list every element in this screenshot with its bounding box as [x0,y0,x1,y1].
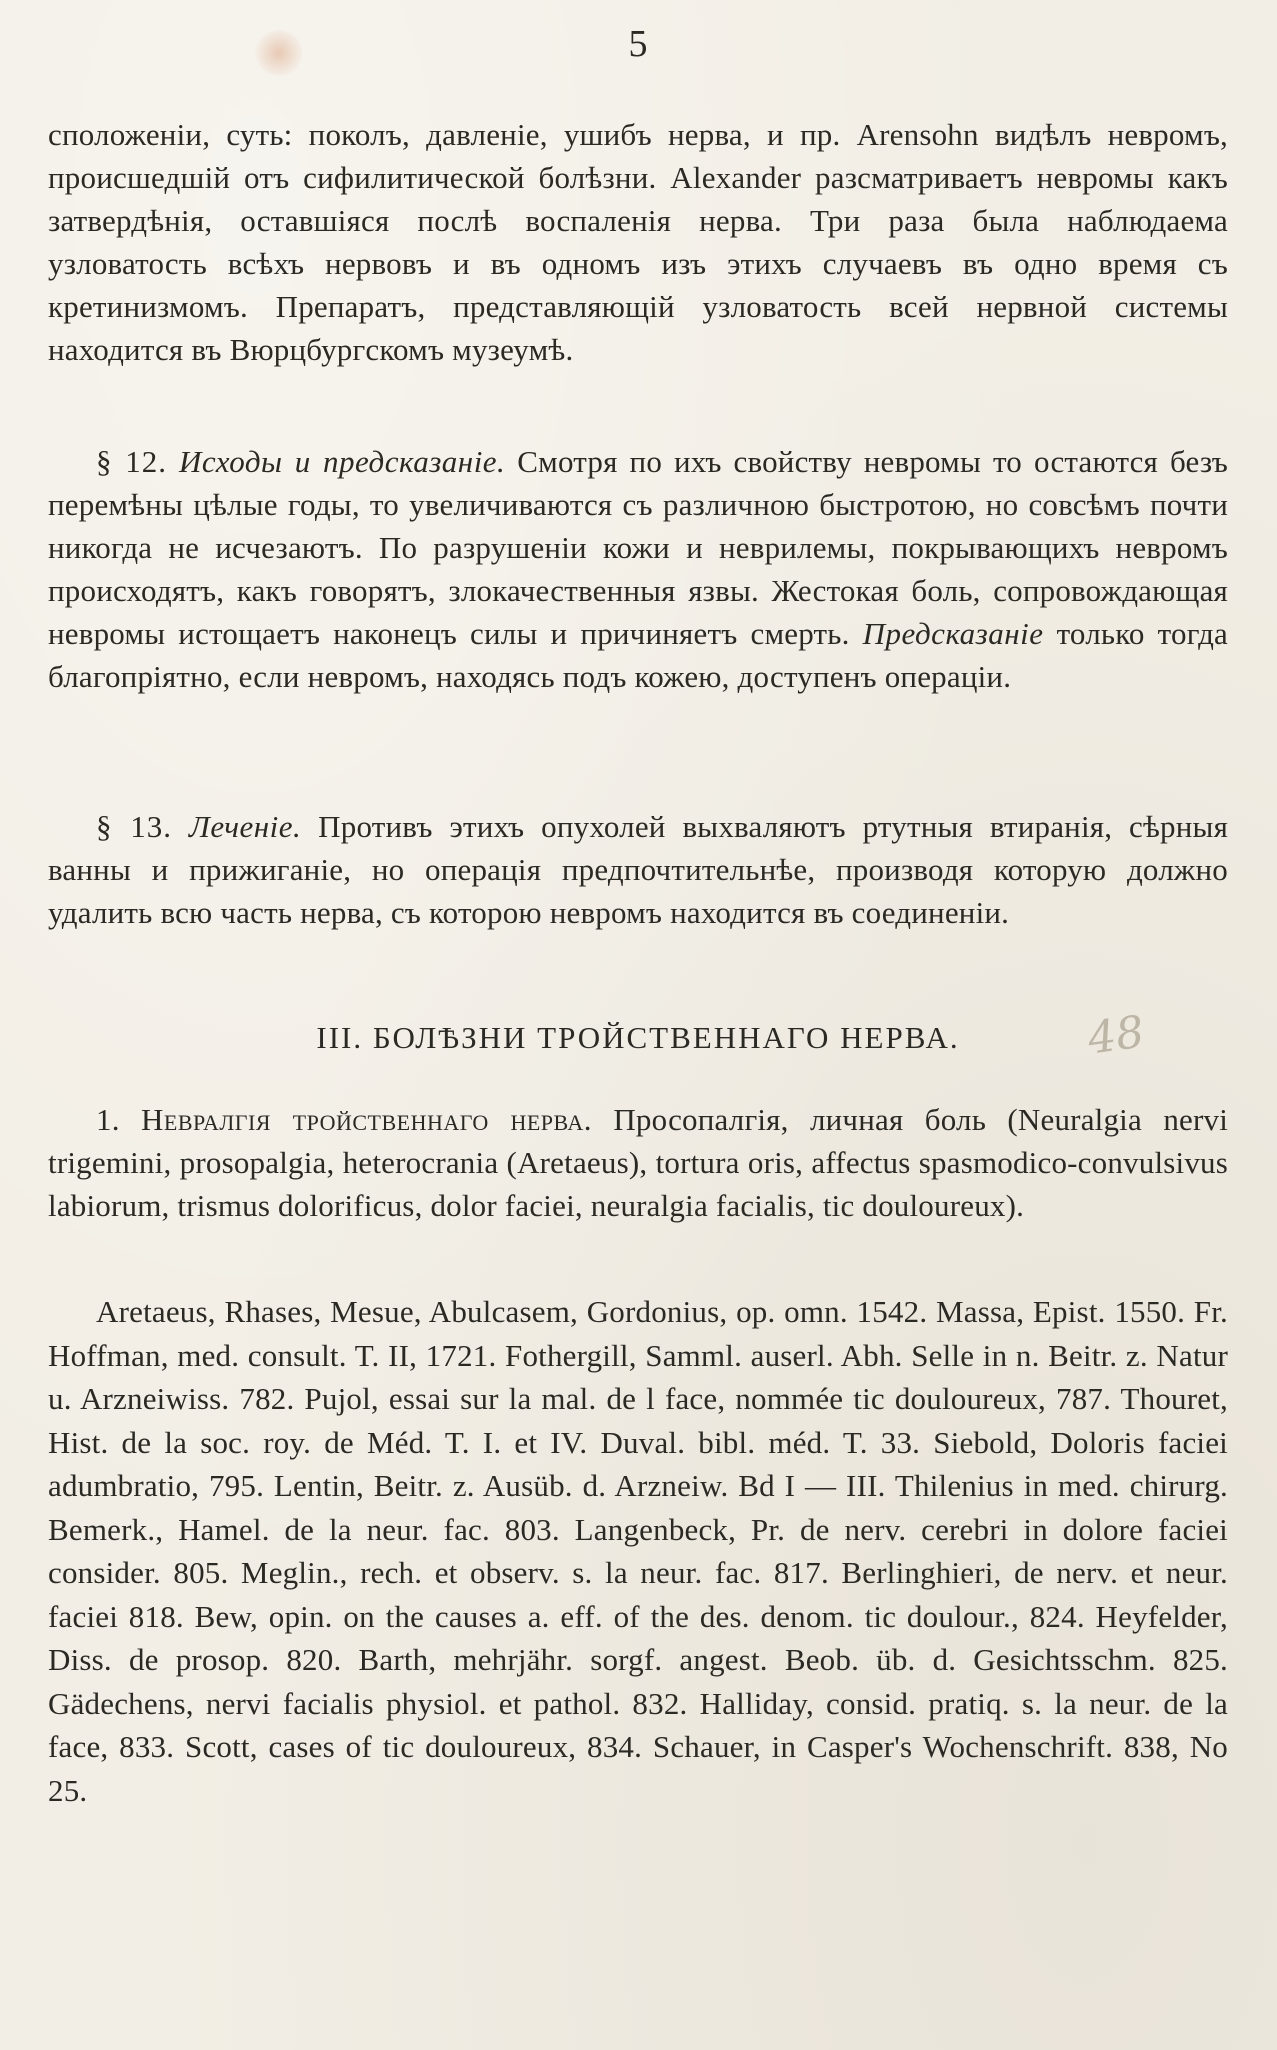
section-12-text-a: Смотря по ихъ свойству невромы то остаются безъ перемѣны цѣлые годы, то увеличиваются съ различною быстротою, но совсѣмъ почти никогда не исчезаютъ. По разрушенiи кожи и неврилемы, покрывающихъ невромъ происходятъ, какъ говорятъ, злокачественныя язвы. Жестокая боль, сопровождающая невромы истощаетъ наконецъ силы и причиняетъ смерть. [48,444,1229,651]
chapter-heading: III. БОЛѢЗНИ ТРОЙСТВЕННАГО НЕРВА. [316,1020,960,1055]
paragraph-section-13 [48,805,1228,934]
page-number: 5 [628,23,649,65]
section-13-text: Противъ этихъ опухолей выхваляютъ ртутныя втиранiя, сѣрныя ванны и прижиганiе, но операцiя предпочтительнѣе, производя которую должно удалить всю часть нерва, съ которою невромъ находится въ соединенiи. [48,809,1229,930]
paragraph-neuroma-causes: сположенiи, суть: поколъ, давленiе, ушибъ нерва, и пр. Arensohn видѣлъ невромъ, происшедшiй отъ сифилитической болѣзни. Alexander разсматриваетъ невромы какъ затвердѣнiя, оставшiяся послѣ воспаленiя нерва. Три раза была наблюдаема узловатость всѣхъ нервовъ и въ одномъ изъ этихъ случаевъ въ одно время съ кретинизмомъ. Препаратъ, представляющiй узловатость всей нервной системы находится въ Вюрцбургскомъ музеумѣ. [48,117,1228,367]
section-number-12: § 12. [96,444,168,479]
paragraph-bibliography: Aretaeus, Rhases, Mesue, Abulcasem, Gordonius, op. omn. 1542. Massa, Epist. 1550. Fr. Hoffman, med. consult. T. II, 1721. Fothergill, Samml. auserl. Abh. Selle in n. Beitr. z. Natur u. Arzneiwiss. 782. Pujol, essai sur la mal. de l face, nommée tic douloureux, 787. Thouret, Hist. de la soc. roy. de Méd. T. I. et IV. Duval. bibl. méd. T. 33. Siebold, Doloris faciei adumbratio, 795. Lentin, Beitr. z. Ausüb. d. Arzneiw. Bd I — III. Thilenius in med. chirurg. Bemerk., Hamel. de la neur. fac. 803. Langenbeck, Pr. de nerv. cerebri in dolore faciei consider. 805. Meglin., rech. et observ. s. la neur. fac. 817. Berlinghieri, de nerv. et neur. faciei 818. Bew, opin. on the causes a. eff. of the des. denom. tic doulour., 824. Heyfelder, Diss. de prosop. 820. Barth, mehrjähr. sorgf. angest. Beob. üb. d. Gesichtsschm. 825. Gädechens, nervi facialis physiol. et pathol. 832. Halliday, consid. pratiq. s. la neur. de la face, 833. Scott, cases of tic douloureux, 834. Schauer, in Casper's Wochenschrift. 838, No 25. [48,1294,1228,1808]
item-number: 1. [96,1102,120,1137]
section-number-13: § 13. [96,809,172,844]
section-title-treatment: Леченiе. [188,809,302,844]
paragraph-trigeminal-neuralgia [48,1098,1228,1227]
section-title-outcomes: Исходы и предсказанiе. [179,444,506,479]
item-title: Невралгiя тройственнаго нерва. [141,1102,592,1137]
prognosis-italic: Предсказанiе [862,616,1044,651]
section-12-text-b: только тогда благопрiятно, если невромъ, находясь подъ кожею, доступенъ операцiи. [48,616,1228,694]
handwritten-margin-mark: 48 [1084,1006,1148,1065]
paragraph-section-12 [48,440,1228,698]
item-text: Просопалгiя, личная боль (Neuralgia nervi trigemini, prosopalgia, heterocrania (Aretaeus), tortura oris, affectus spasmodico-convulsivus labiorum, trismus dolorificus, dolor faciei, neuralgia facialis, tic douloureux). [48,1102,1229,1223]
